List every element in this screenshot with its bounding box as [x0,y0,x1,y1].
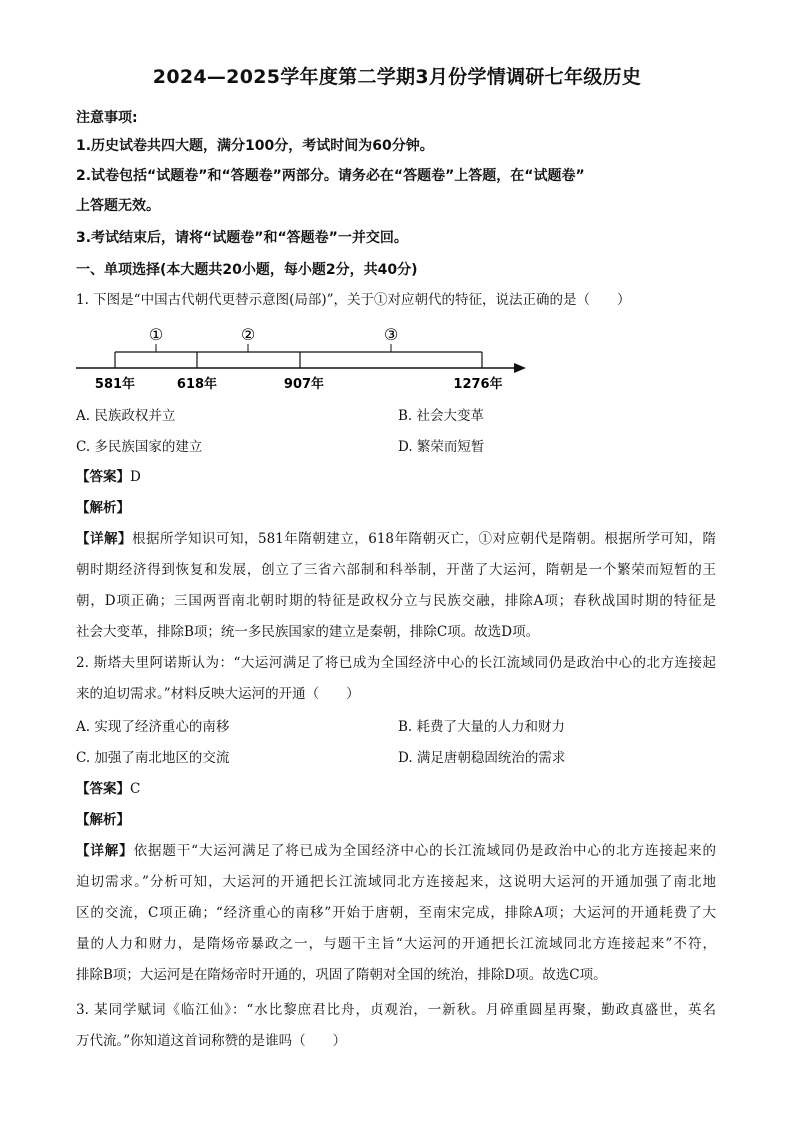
page-title: 2024—2025学年度第二学期3月份学情调研七年级历史 [152,66,642,88]
q1-stem: 1. 下图是“中国古代朝代更替示意图(局部)”，关于①对应朝代的特征，说法正确的是（ ） [76,292,631,308]
q2-option-b: B. 耗费了大量的人力和财力 [398,719,566,735]
year-1276: 1276年 [453,377,503,392]
year-581: 581年 [94,377,136,392]
q2-stem-line-1: 2. 斯塔夫里阿诺斯认为：“大运河满足了将已成为全国经济中心的长江流域同仍是政治中心的北方连接起 [76,655,716,671]
period-label-2: ② [240,325,256,344]
detail-tag: 【详解】 [76,843,134,859]
answer-tag: 【答案】 [76,781,130,797]
timeline-arrow [514,363,526,373]
q1-detail-line-3: 朝，D项正确；三国两晋南北朝时期的特征是政权分立与民族交融，排除A项；春秋战国时期的特征是 [76,593,716,609]
dynasty-timeline [76,322,526,394]
notice-item-1: 1.历史试卷共四大题，满分100分，考试时间为60分钟。 [76,138,434,154]
q2-detail-line-3: 区的交流，C项正确；“经济重心的南移”开始于唐朝，至南宋完成，排除A项；大运河的开通耗费了大 [76,905,716,921]
q2-detail-line-5: 排除B项；大运河是在隋炀帝时开通的，巩固了隋朝对全国的统治，排除D项。故选C项。 [76,967,607,983]
answer-tag: 【答案】 [76,469,130,485]
q3-stem-line-2: 万代流。”你知道这首词称赞的是谁吗（ ） [76,1033,347,1049]
section-heading: 一、单项选择(本大题共20小题，每小题2分，共40分) [76,262,418,278]
q2-answer [76,779,140,799]
q1-answer [76,467,141,487]
detail-text: 依据题干“大运河满足了将已成为全国经济中心的长江流域同仍是政治中心的北方连接起来的 [133,843,717,859]
notice-item-3: 3.考试结束后，请将“试题卷”和“答题卷”一并交回。 [76,230,408,246]
q1-option-c: C. 多民族国家的建立 [76,439,203,455]
notice-heading: 注意事项: [76,110,138,126]
q1-analysis-tag: 【解析】 [76,500,130,516]
q2-detail-line-2: 迫切需求。”分析可知，大运河的开通把长江流域同北方连接起来，这说明大运河的开通加强了南北地 [76,874,716,890]
q2-option-a: A. 实现了经济重心的南移 [76,719,230,735]
year-907: 907年 [283,377,325,392]
q1-detail-line-2: 朝时期经济得到恢复和发展，创立了三省六部制和科举制，开凿了大运河，隋朝是一个繁荣而短暂的王 [76,562,716,578]
q1-detail-line-4: 社会大变革，排除B项；统一多民族国家的建立是秦朝，排除C项。故选D项。 [76,624,540,640]
q2-option-c: C. 加强了南北地区的交流 [76,750,230,766]
detail-tag: 【详解】 [76,531,132,547]
period-label-3: ③ [383,325,399,344]
year-618: 618年 [176,377,218,392]
q1-option-a: A. 民族政权并立 [76,408,176,424]
q2-detail-line-1 [76,841,716,861]
q1-option-d: D. 繁荣而短暂 [398,439,485,455]
notice-item-2: 2.试卷包括“试题卷”和“答题卷”两部分。请务必在“答题卷”上答题，在“试题卷” [76,168,585,184]
detail-text: 根据所学知识可知，581年隋朝建立，618年隋朝灭亡，①对应朝代是隋朝。根据所学可知，隋 [132,531,716,547]
q2-analysis-tag: 【解析】 [76,812,130,828]
period-label-1: ① [148,325,164,344]
q1-option-b: B. 社会大变革 [398,408,485,424]
q3-stem-line-1: 3. 某同学赋词《临江仙》：“水比黎庶君比舟，贞观治，一新秋。月碎重圆星再聚，勤政真盛世，英名 [76,1002,716,1018]
notice-item-2-cont: 上答题无效。 [76,198,160,214]
q2-detail-line-4: 量的人力和财力，是隋炀帝暴政之一，与题干主旨“大运河的开通把长江流域同北方连接起来”不符， [76,936,716,952]
answer-value: C [130,781,141,797]
q1-detail-line-1 [76,529,716,549]
q2-option-d: D. 满足唐朝稳固统治的需求 [398,750,566,766]
q2-stem-line-2: 来的迫切需求。”材料反映大运河的开通（ ） [76,686,360,702]
answer-value: D [130,469,141,485]
